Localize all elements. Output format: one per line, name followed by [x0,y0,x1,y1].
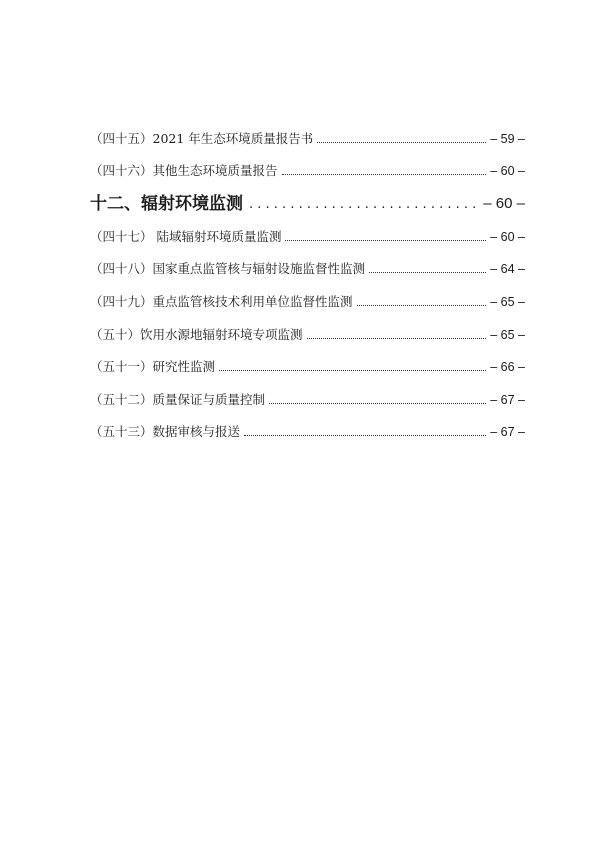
dot-leader [219,370,486,371]
toc-page-number: – 64 – [490,262,525,277]
dot-leader [282,174,487,175]
table-of-contents [90,114,525,440]
toc-entry-52[interactable] [90,375,525,408]
toc-entry-label: （四十五）2021 年生态环境质量报告书 [90,130,314,146]
toc-entry-46[interactable] [90,147,525,180]
toc-page-number: – 60 – [483,195,525,213]
toc-section-12[interactable] [90,179,525,215]
toc-entry-48[interactable] [90,245,525,278]
toc-entry-49[interactable] [90,277,525,310]
toc-page-number: – 65 – [490,327,525,342]
toc-entry-53[interactable] [90,408,525,441]
dot-leader [285,240,486,241]
dot-leader [369,272,486,273]
dot-leader [317,142,486,143]
toc-entry-label: （五十二）质量保证与质量控制 [90,391,266,407]
toc-entry-47[interactable] [90,212,525,245]
toc-entry-label: （四十六）其他生态环境质量报告 [90,163,278,179]
toc-page-number: – 60 – [490,229,525,244]
toc-entry-label: （四十七） 陆域辐射环境质量监测 [90,228,282,244]
toc-page-number: – 67 – [490,425,525,440]
toc-entry-label: （五十三）数据审核与报送 [90,424,241,440]
toc-entry-50[interactable] [90,310,525,343]
toc-entry-51[interactable] [90,343,525,376]
dot-leader [307,338,487,339]
dot-leader [244,435,486,436]
toc-page-number: – 60 – [490,164,525,179]
dot-leader [357,305,487,306]
dot-leader [269,403,486,404]
toc-page-number: – 67 – [490,392,525,407]
toc-entry-label: （四十九）重点监管核技术利用单位监督性监测 [90,293,353,309]
toc-entry-label: （四十八）国家重点监管核与辐射设施监督性监测 [90,261,366,277]
toc-page-number: – 66 – [490,360,525,375]
toc-section-label: 十二、辐射环境监测 [90,194,243,215]
toc-entry-label: （五十一）研究性监测 [90,359,216,375]
toc-page-number: – 65 – [490,294,525,309]
dot-leader [249,194,477,212]
toc-page-number: – 59 – [490,131,525,146]
toc-entry-45[interactable] [90,114,525,147]
toc-entry-label: （五十）饮用水源地辐射环境专项监测 [90,326,303,342]
